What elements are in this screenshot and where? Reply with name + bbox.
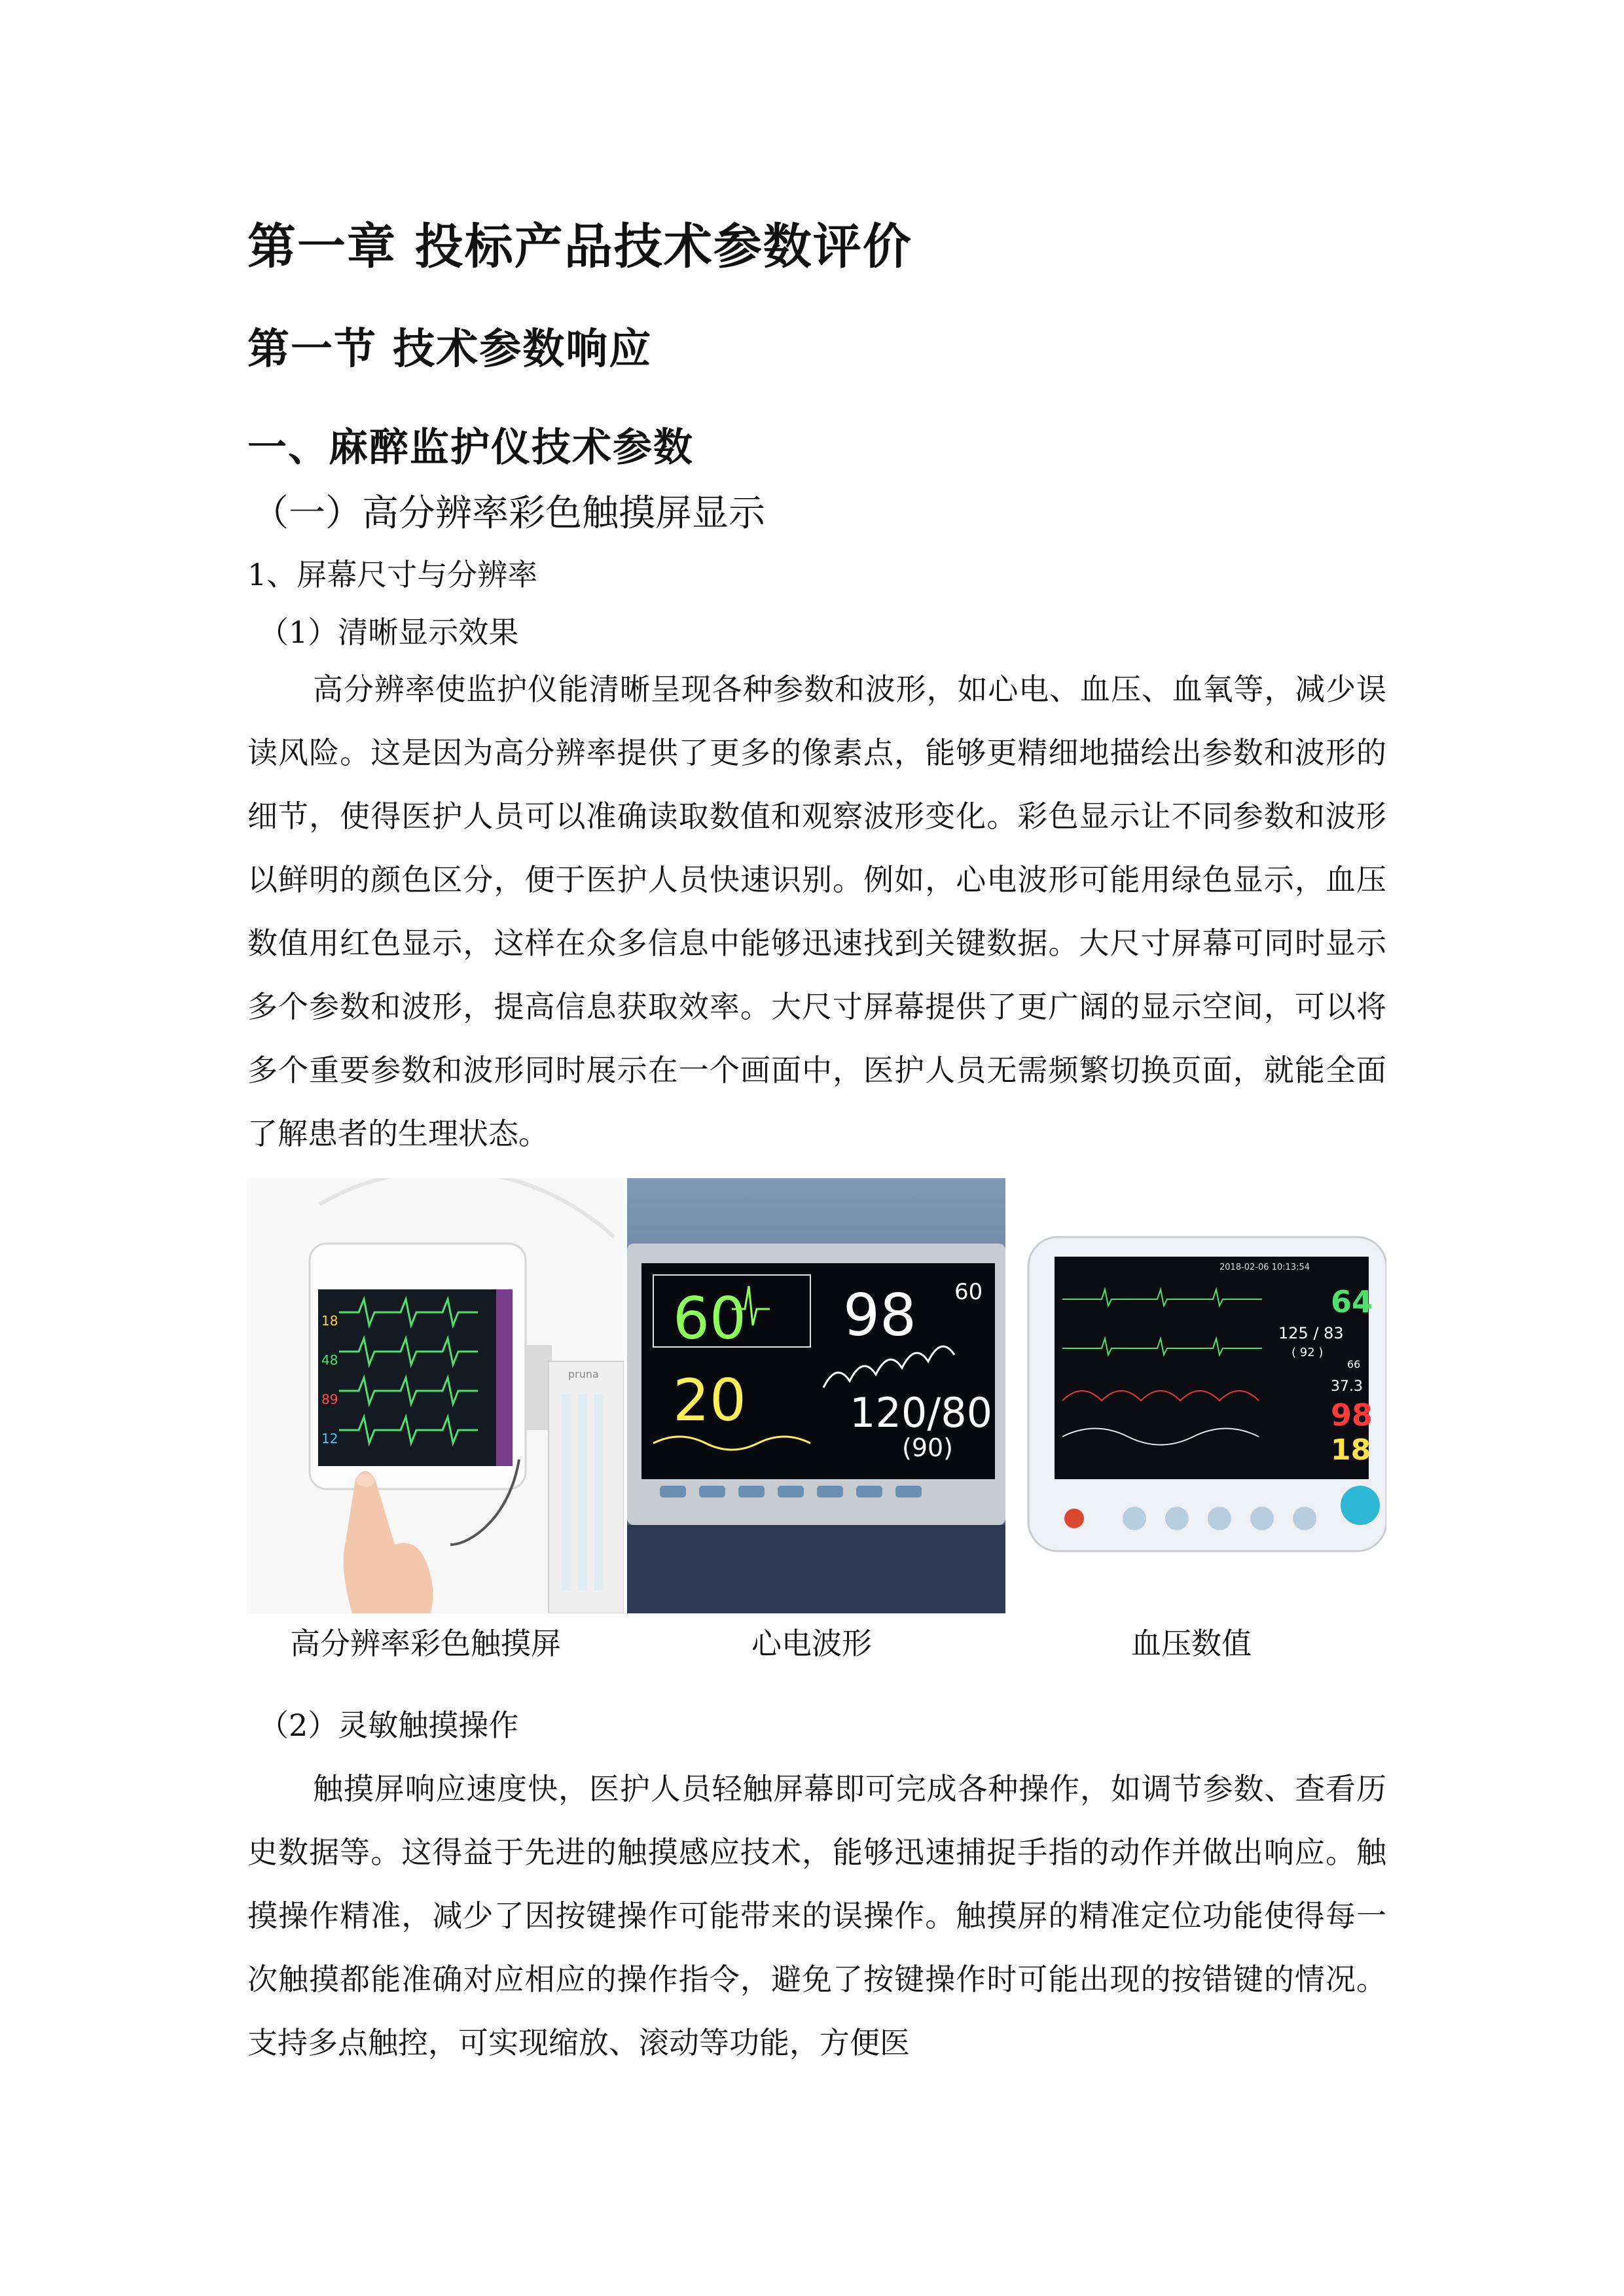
item-heading: 1、屏幕尺寸与分辨率	[247, 557, 538, 592]
monitor2-map: (90)	[902, 1433, 954, 1462]
paragraph-touch-operation: 触摸屏响应速度快，医护人员轻触屏幕即可完成各种操作，如调节参数、查看历史数据等。这得益于先进的触摸感应技术，能够迅速捕捉手指的动作并做出响应。触摸操作精准，减少了因按键操作可能带来的误操作。触摸屏的精准定位功能使得每一次触摸都能准确对应相应的操作指令，避免了按键操作时可能出现的按错键的情况。支持多点触控，可实现缩放、滚动等功能，方便医	[247, 1771, 1386, 2060]
monitor1-value-4: 12	[321, 1431, 338, 1446]
monitor1-value-2: 48	[321, 1352, 338, 1368]
caption-ecg-waveform: 心电波形	[751, 1626, 872, 1661]
caption-blood-pressure: 血压数值	[1131, 1626, 1252, 1661]
monitor3-temp: 37.3	[1331, 1378, 1363, 1395]
subitem-heading-touch-operation: （2）灵敏触摸操作	[259, 1708, 519, 1743]
monitor1-brand: pruna	[568, 1368, 599, 1380]
section-title: 第一节 技术参数响应	[247, 325, 653, 374]
monitor2-spo2: 98	[843, 1282, 916, 1349]
monitor3-datetime: 2018-02-06 10:13:54	[1219, 1263, 1310, 1272]
touchscreen-monitor-image	[247, 1178, 624, 1613]
blood-pressure-monitor-image	[1023, 1178, 1386, 1613]
monitor3-resp: 18	[1331, 1433, 1371, 1467]
monitor3-spo2: 98	[1331, 1397, 1373, 1433]
monitor1-value-3: 89	[321, 1391, 338, 1407]
monitor2-hr: 60	[673, 1285, 746, 1352]
monitor2-small-value: 60	[954, 1279, 983, 1305]
monitor1-value-1: 18	[321, 1313, 338, 1329]
chapter-title: 第一章 投标产品技术参数评价	[247, 219, 912, 275]
paragraph-clear-display: 高分辨率使监护仪能清晰呈现各种参数和波形，如心电、血压、血氧等，减少误读风险。这是因为高分辨率提供了更多的像素点，能够更精细地描绘出参数和波形的细节，使得医护人员可以准确读取数值和观察波形变化。彩色显示让不同参数和波形以鲜明的颜色区分，便于医护人员快速识别。例如，心电波形可能用绿色显示，血压数值用红色显示，这样在众多信息中能够迅速找到关键数据。大尺寸屏幕可同时显示多个参数和波形，提高信息获取效率。大尺寸屏幕提供了更广阔的显示空间，可以将多个重要参数和波形同时展示在一个画面中，医护人员无需频繁切换页面，就能全面了解患者的生理状态。	[247, 672, 1386, 1151]
subitem-heading-clear-display: （1）清晰显示效果	[259, 615, 519, 650]
caption-touchscreen: 高分辨率彩色触摸屏	[290, 1626, 561, 1661]
subsection-heading: （一）高分辨率彩色触摸屏显示	[252, 492, 765, 535]
monitor3-hr: 64	[1331, 1284, 1373, 1319]
monitor3-map: ( 92 )	[1291, 1346, 1324, 1359]
part-title: 一、麻醉监护仪技术参数	[247, 425, 694, 471]
monitor3-pr: 66	[1347, 1358, 1361, 1371]
monitor3-nibp: 125 / 83	[1278, 1324, 1344, 1342]
ecg-monitor-image	[627, 1178, 1005, 1613]
monitor2-resp: 20	[673, 1367, 746, 1434]
monitor2-bp: 120/80	[850, 1389, 993, 1437]
